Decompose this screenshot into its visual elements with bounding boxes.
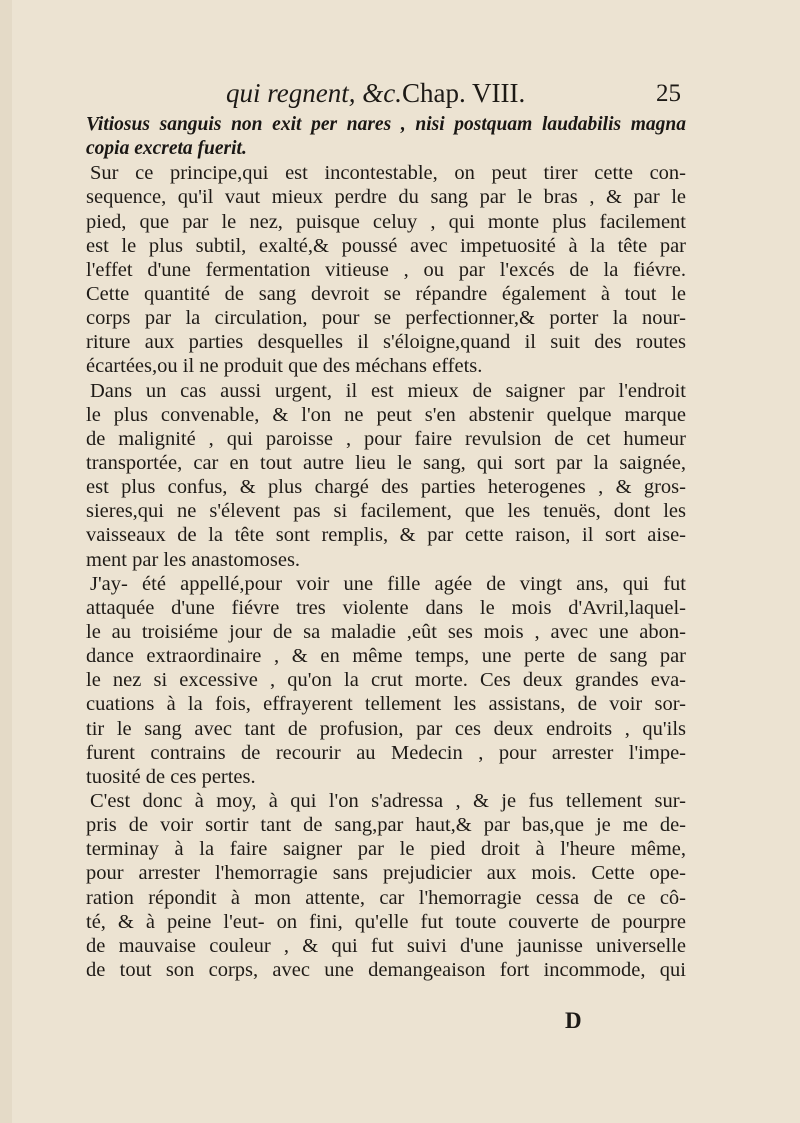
text-line: attaquée d'une fiévre tres violente dans le mois d'Avril,laquel- — [86, 596, 686, 619]
signature-mark: D — [565, 1008, 582, 1033]
text-line: pied, que par le nez, puisque celuy , qui monte plus facilement — [86, 210, 686, 233]
running-title-italic: qui regnent, &c. — [226, 78, 402, 108]
text-line: l'effet d'une fermentation vitieuse , ou par l'excés de la fiévre. — [86, 258, 686, 281]
text-line: cuations à la fois, effrayerent tellement les assistans, de voir sor- — [86, 693, 686, 716]
text-line: terminay à la faire saigner par le pied droit à l'heure même, — [86, 838, 686, 861]
text-line: riture aux parties desquelles il s'éloigne,quand il suit des routes — [86, 331, 686, 354]
page-number: 25 — [656, 80, 681, 107]
text-line: ment par les anastomoses. — [86, 548, 301, 571]
running-title-chapter: Chap. VIII. — [401, 78, 526, 108]
text-line: est le plus subtil, exalté,& poussé avec impetuosité à la tête par — [86, 234, 686, 257]
text-line: furent contrains de recourir au Medecin , pour arrester l'impe- — [86, 741, 686, 764]
text-line: transportée, car en tout autre lieu le sang, qui sort par la saignée, — [86, 451, 686, 474]
latin-quote-line: copia excreta fuerit. — [86, 138, 247, 160]
text-line: pour arrester l'hemorragie sans prejudicier aux mois. Cette ope- — [86, 862, 686, 885]
running-title — [226, 78, 525, 109]
text-line: Dans un cas aussi urgent, il est mieux de saigner par l'endroit — [90, 379, 686, 402]
text-line: Cette quantité de sang devroit se répandre également à tout le — [86, 282, 686, 305]
text-line: écartées,ou il ne produit que des méchans effets. — [86, 355, 483, 378]
text-line: corps par la circulation, pour se perfectionner,& porter la nour- — [86, 307, 686, 330]
page-edge — [0, 0, 12, 1123]
text-line: sequence, qu'il vaut mieux perdre du sang par le bras , & par le — [86, 186, 686, 209]
page-header — [0, 78, 800, 114]
text-line: pris de voir sortir tant de sang,par haut,& par bas,que je me de- — [86, 814, 686, 837]
text-line: tir le sang avec tant de profusion, par ces deux endroits , qu'ils — [86, 717, 686, 740]
text-line: C'est donc à moy, à qui l'on s'adressa , & je fus tellement sur- — [90, 789, 686, 812]
text-line: tuosité de ces pertes. — [86, 765, 256, 788]
text-line: sieres,qui ne s'élevent pas si facilement, que les tenuës, dont les — [86, 500, 686, 523]
text-line: ration répondit à mon attente, car l'hemorragie cessa de ce cô- — [86, 886, 686, 909]
latin-quote-line: Vitiosus sanguis non exit per nares , nisi postquam laudabilis magna — [86, 114, 686, 135]
text-line: est plus confus, & plus chargé des parties heterogenes , & gros- — [86, 476, 686, 499]
text-line: J'ay- été appellé,pour voir une fille agée de vingt ans, qui fut — [90, 572, 686, 595]
text-line: vaisseaux de la tête sont remplis, & par cette raison, il sort aise- — [86, 524, 686, 547]
text-line: de mauvaise couleur , & qui fut suivi d'une jaunisse universelle — [86, 934, 686, 957]
text-line: Sur ce principe,qui est incontestable, on peut tirer cette con- — [90, 162, 686, 185]
text-line: le plus convenable, & l'on ne peut s'en abstenir quelque marque — [86, 403, 686, 426]
body-text — [86, 113, 686, 982]
text-line: de tout son corps, avec une demangeaison fort incommode, qui — [86, 958, 686, 981]
text-line: té, & à peine l'eut- on fini, qu'elle fut toute couverte de pourpre — [86, 910, 686, 933]
text-line: dance extraordinaire , & en même temps, une perte de sang par — [86, 645, 686, 668]
text-line: de malignité , qui paroisse , pour faire revulsion de cet humeur — [86, 427, 686, 450]
text-line: le au troisiéme jour de sa maladie ,eût ses mois , avec une abon- — [86, 620, 686, 643]
text-line: le nez si excessive , qu'on la crut morte. Ces deux grandes eva- — [86, 669, 686, 692]
